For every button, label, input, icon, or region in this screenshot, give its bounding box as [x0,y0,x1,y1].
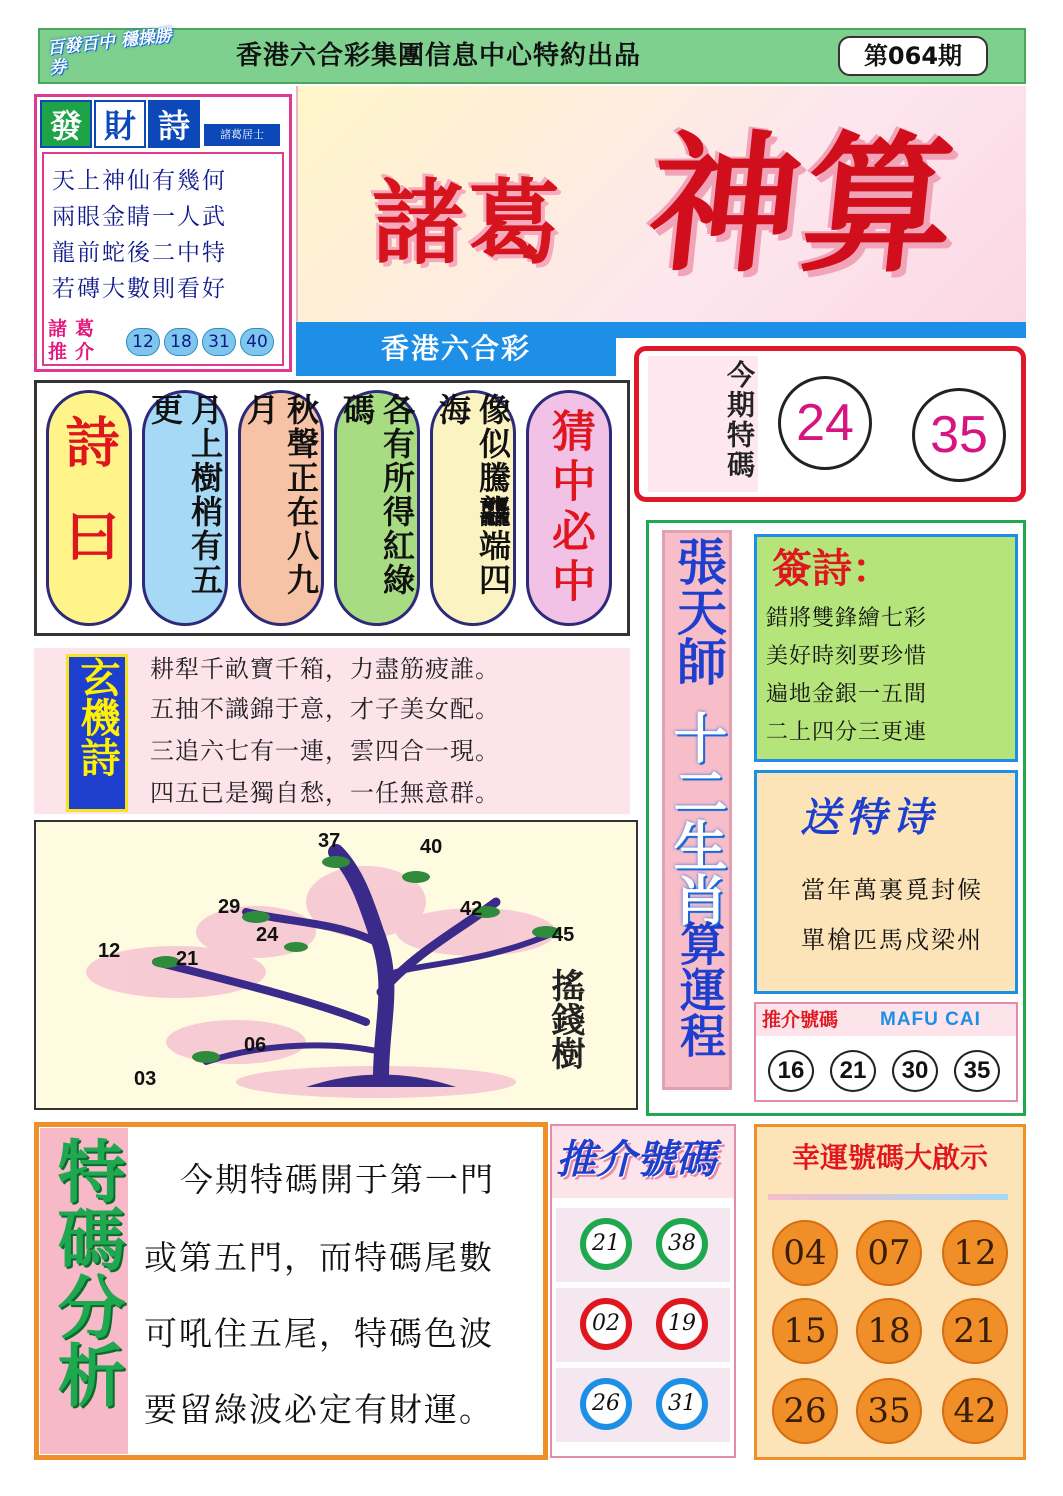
poem-column [334,390,420,626]
lucky-number-ball: 18 [856,1298,922,1364]
poem-column-text: 像似騰龘端四海 [434,393,512,597]
lucky-divider [768,1194,1008,1200]
money-tree-number: 40 [420,836,443,858]
fortune-poem-line: 兩眼金睛一人武 [52,204,227,230]
special-code-number: 35 [912,388,1006,482]
poem-column [238,390,324,626]
fortune-poem-tag: 發 [40,100,92,148]
poem-column-text: 猜中必中 [544,408,595,608]
poem-column-text: 詩曰 [57,414,121,602]
recommended-ball: 19 [656,1298,708,1350]
poem-column [46,390,132,626]
lucky-number-ball: 42 [942,1378,1008,1444]
fortune-poem-line: 天上神仙有幾何 [52,168,227,194]
lucky-number-ball: 15 [772,1298,838,1364]
recommended-ball: 02 [580,1298,632,1350]
money-tree-number: 06 [244,1034,267,1056]
money-tree-number: 24 [256,924,279,946]
recommended-ball: 38 [656,1218,708,1270]
zodiac-title-part: 張天師 [669,536,727,686]
poem-column-text: 月上樹梢有五更 [146,393,224,597]
gift-poem-line: 當年萬裏覓封候 [801,876,983,904]
fortune-poem-line: 龍前蛇後二中特 [52,240,227,266]
mafu-recommend-label: 推介號碼 [762,1009,839,1031]
poem-column [526,390,612,626]
recommended-ball: 31 [656,1378,708,1430]
special-analysis-line: 可吼住五尾，特碼色波 [144,1314,494,1353]
xuanji-line: 耕犁千畝寶千箱，力盡筋疲誰。 [150,655,500,683]
recommended-ball: 21 [580,1218,632,1270]
zodiac-title-part: 算運程 [673,920,727,1058]
special-code-number: 24 [778,376,872,470]
money-tree-number: 45 [552,924,575,946]
fortune-poem-tag: 詩 [148,100,200,148]
banner-title-left: 諸葛 [372,169,565,277]
mafu-number-ball: 16 [768,1050,814,1092]
special-analysis-label: 特碼分析 [46,1136,125,1408]
money-tree-number: 12 [98,940,121,962]
mafu-number-ball: 21 [830,1050,876,1092]
money-tree-number: 21 [176,948,199,970]
recommended-title: 推介號碼 [556,1136,716,1183]
xuanji-line: 五抽不識錦于意，才子美女配。 [150,695,500,723]
gift-poem-line: 單槍匹馬戍梁州 [801,926,983,954]
money-tree-label: 搖錢樹 [545,968,585,1070]
poem-column [142,390,228,626]
zhuge-recommend-label: 推介 [48,341,103,363]
lottery-label: 香港六合彩 [296,322,616,376]
special-analysis-line: 今期特碼開于第一門 [180,1160,495,1199]
xuanji-label [66,654,128,812]
mafu-number-ball: 35 [954,1050,1000,1092]
xuanji-label-text: 玄機詩 [74,657,120,777]
banner-title-right: 神算 [640,117,968,293]
lottery-poem-line: 二上四分三更連 [766,720,928,745]
zodiac-title-part: 十二生肖 [665,710,728,926]
lucky-number-ball: 07 [856,1220,922,1286]
mafu-number-ball: 30 [892,1050,938,1092]
header-title: 香港六合彩集團信息中心特約出品 [236,41,642,71]
money-tree-number: 37 [318,830,341,852]
xuanji-line: 三追六七有一連，雲四合一現。 [150,737,500,765]
lucky-number-ball: 35 [856,1378,922,1444]
poem-column-text: 秋聲正在八九月 [242,393,320,597]
lottery-poem-title: 簽詩： [772,546,892,592]
recommend-number-ball: 40 [240,328,274,356]
fortune-poem-tag: 財 [94,100,146,148]
poem-column-text: 各有所得紅綠碼 [338,393,416,597]
header-slogan: 百發百中 穩操勝券 [46,25,173,79]
money-tree-number: 42 [460,898,483,920]
recommended-ball: 26 [580,1378,632,1430]
recommend-number-ball: 31 [202,328,236,356]
lottery-poem-line: 錯將雙鋒繪七彩 [766,606,928,631]
lucky-number-ball: 21 [942,1298,1008,1364]
gift-poem-title: 送特诗 [800,794,938,841]
special-code-label: 今期特碼 [723,360,756,480]
xuanji-line: 四五已是獨自愁，一任無意群。 [150,779,500,807]
fortune-poem-line: 若磚大數則看好 [52,276,227,302]
lucky-numbers-title: 幸運號碼大啟示 [791,1141,988,1174]
lottery-poem-line: 美好時刻要珍惜 [766,644,928,669]
money-tree-number: 03 [134,1068,157,1090]
recommend-number-ball: 12 [126,328,160,356]
recommend-number-ball: 18 [164,328,198,356]
poem-column [430,390,516,626]
lucky-number-ball: 26 [772,1378,838,1444]
zhuge-recommend-label: 諸葛 [48,318,103,340]
lucky-number-ball: 04 [772,1220,838,1286]
fortune-poem-author: 諸葛居士 [204,124,280,146]
mafu-brand: MAFU CAI [880,1009,981,1030]
special-analysis-line: 要留綠波必定有財運。 [144,1390,494,1429]
lucky-number-ball: 12 [942,1220,1008,1286]
special-analysis-line: 或第五門，而特碼尾數 [144,1238,494,1277]
lottery-poem-line: 遍地金銀一五間 [766,682,928,707]
money-tree-number: 29 [218,896,241,918]
issue-badge: 第064期 [838,36,988,76]
